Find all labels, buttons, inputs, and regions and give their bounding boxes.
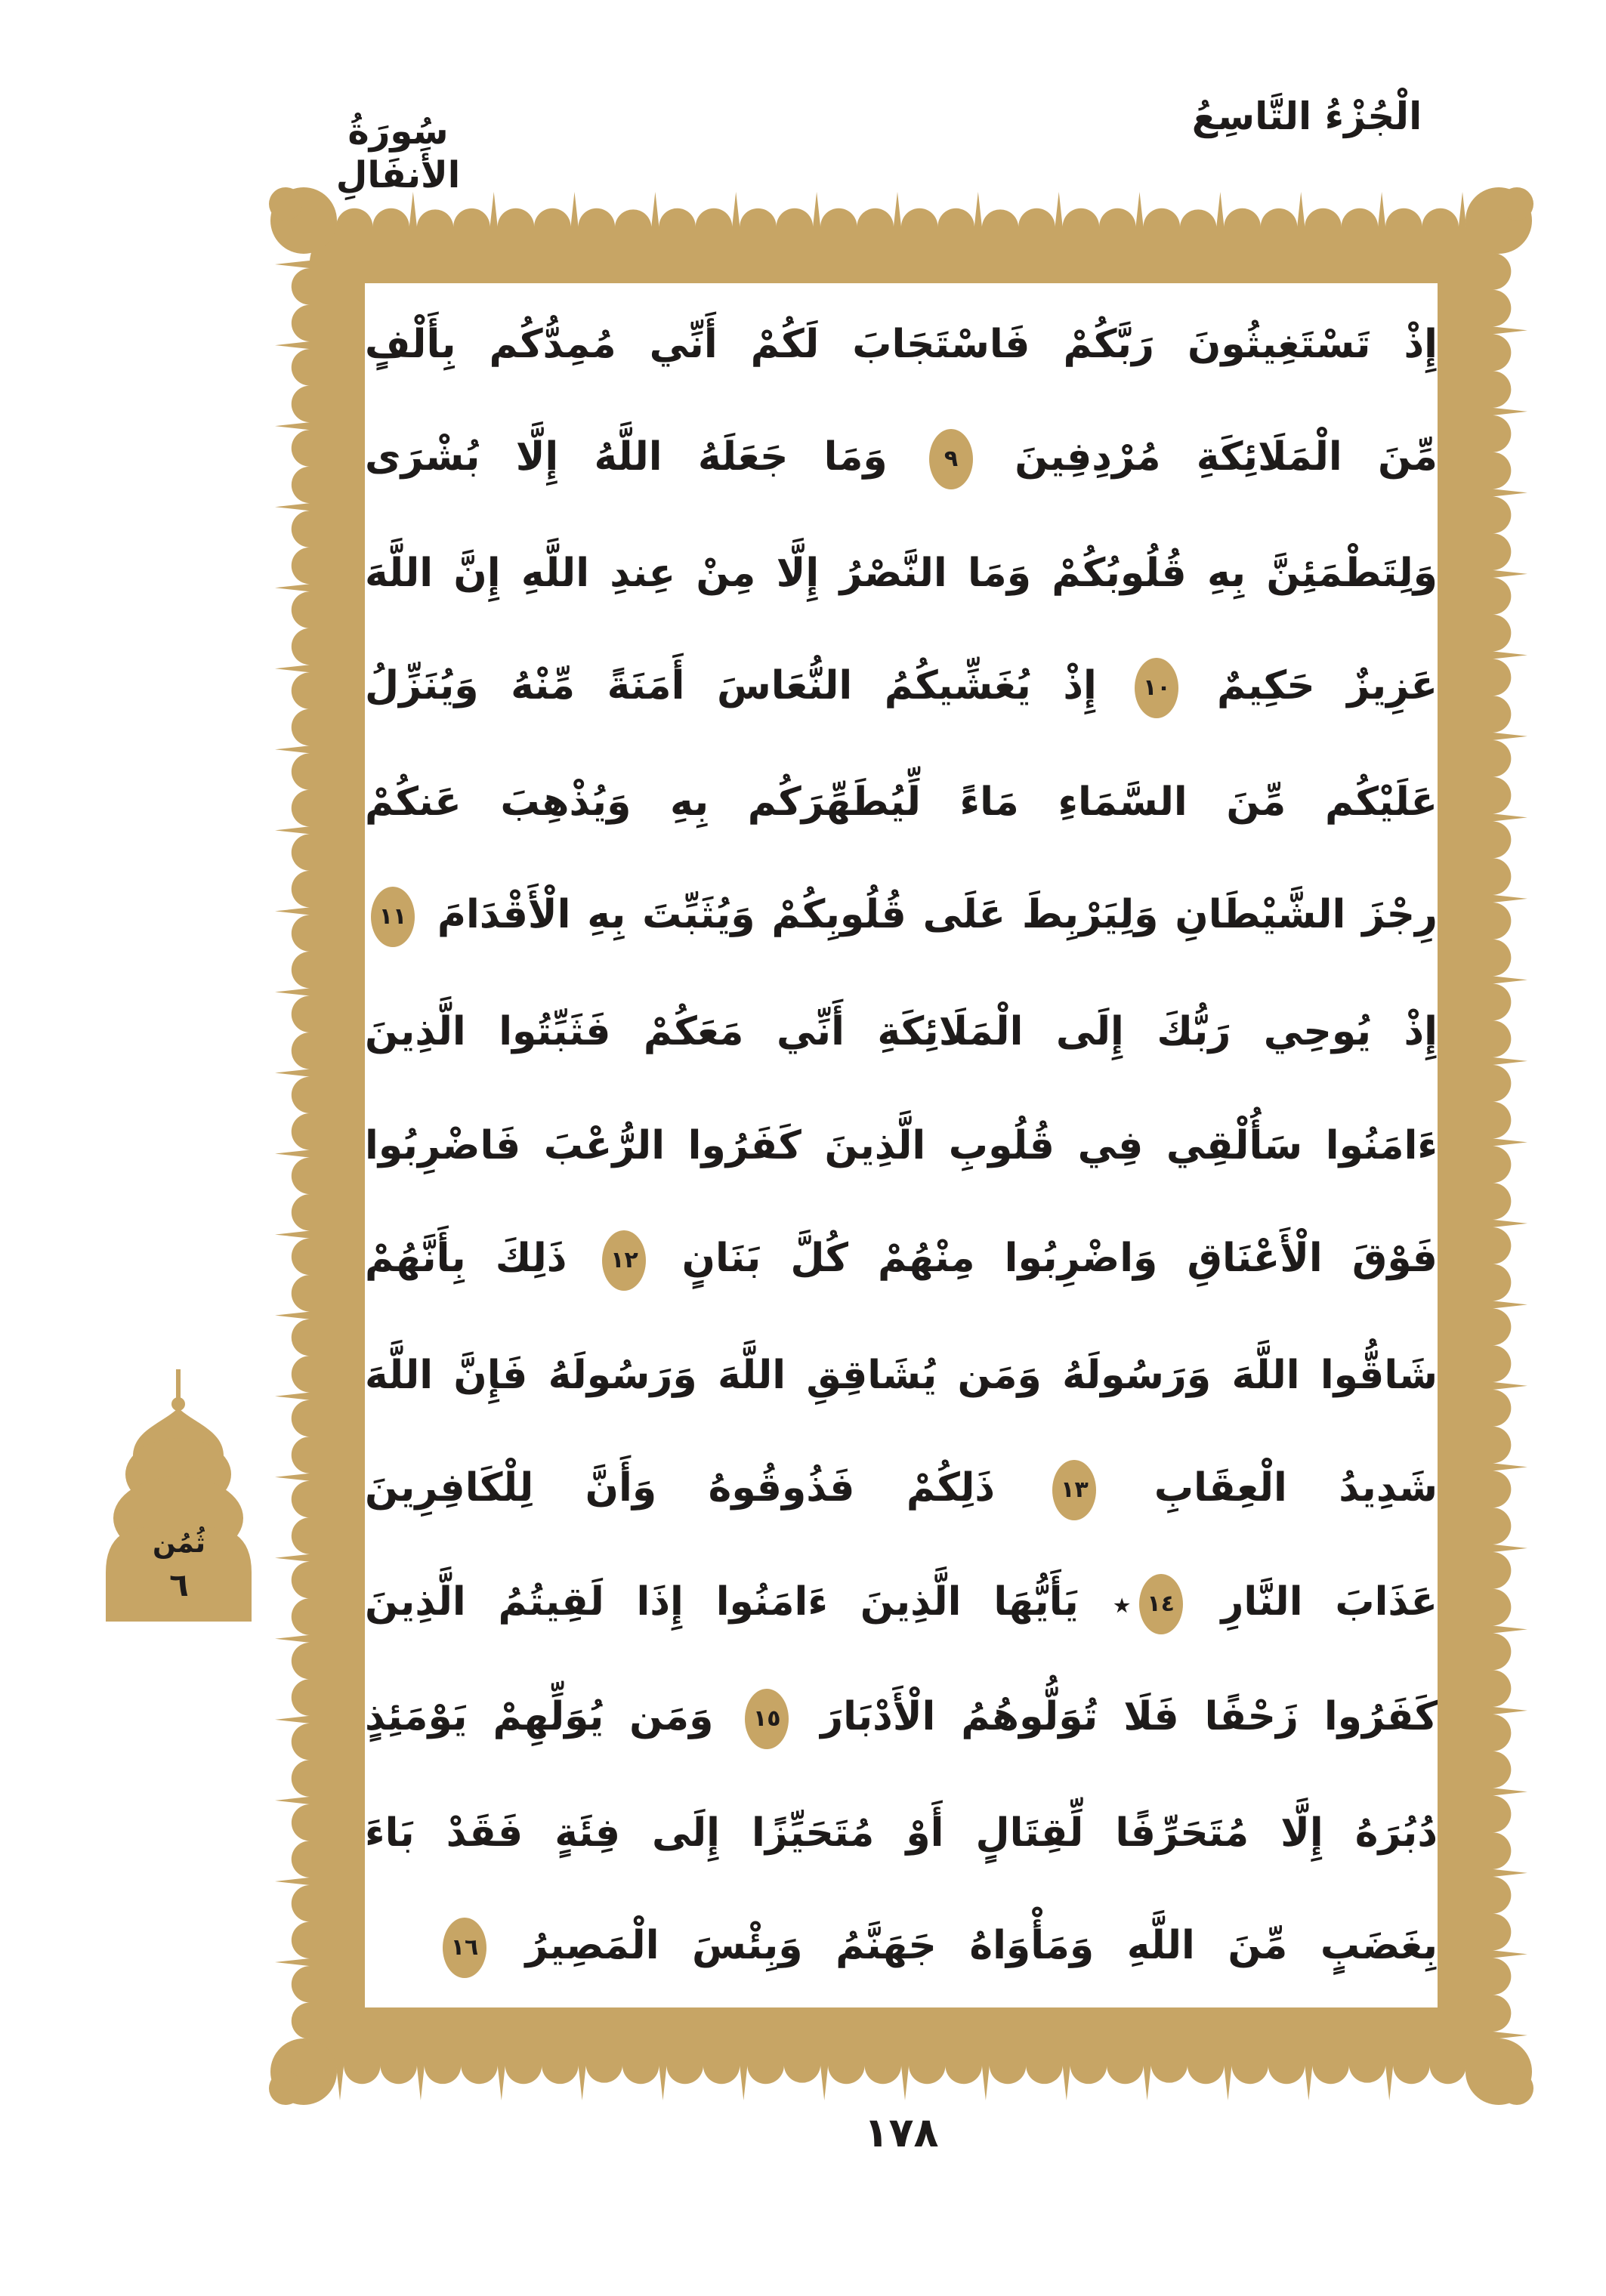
- ayah-line-text: [365, 1574, 1438, 1634]
- ayah-line-text: [365, 1460, 1438, 1520]
- mushaf-line: [365, 974, 1438, 1089]
- ayah-text: عَذَابَ النَّارِ: [1188, 1579, 1438, 1625]
- ayah-text: إِذْ يُغَشِّيكُمُ النُّعَاسَ أَمَنَةً مِّنْهُ وَيُنَزِّلُ: [365, 662, 1129, 708]
- verse-number: ١٣: [1061, 1476, 1089, 1503]
- ayah-text: ذَلِكُمْ فَذُوقُوهُ وَأَنَّ لِلْكَافِرِينَ: [365, 1464, 1047, 1511]
- page-number: ١٧٨: [863, 2109, 939, 2156]
- mushaf-line: [365, 631, 1438, 745]
- ayah-line-text: [365, 1918, 1438, 1978]
- rub-el-hizb-icon: ٭: [1112, 1584, 1132, 1625]
- mushaf-line: [365, 1203, 1438, 1318]
- juz-title: الْجُزْءُ التَّاسِعُ: [1191, 94, 1422, 138]
- ayah-line-text: [365, 887, 1438, 947]
- mushaf-line: [365, 402, 1438, 517]
- thumn-marker-number: ٦: [169, 1566, 189, 1603]
- mushaf-line: [365, 1547, 1438, 1662]
- ayah-line-text: [365, 1005, 1438, 1058]
- ayah-text: كَفَرُوا زَحْفًا فَلَا تُوَلُّوهُمُ الْأَدْبَارَ: [795, 1693, 1438, 1739]
- ayah-text: دُبُرَهُ إِلَّا مُتَحَرِّفًا لِّقِتَالٍ أَوْ مُتَحَيِّزًا إِلَى فِئَةٍ فَقَدْ بَاءَ: [365, 1810, 1438, 1856]
- ayah-text: وَمَا جَعَلَهُ اللَّهُ إِلَّا بُشْرَى: [365, 434, 923, 480]
- ayah-line-text: [365, 1807, 1438, 1859]
- ayah-line-text: [365, 429, 1438, 489]
- ayah-text: وَمَن يُوَلِّهِمْ يَوْمَئِذٍ: [365, 1693, 740, 1739]
- ayah-line-text: [365, 1349, 1438, 1402]
- verse-number: ١٥: [752, 1705, 781, 1732]
- surah-title: سُورَةُ الأَنفَالِ: [335, 110, 461, 196]
- verse-number: ١٠: [1143, 674, 1171, 701]
- mushaf-line: [365, 516, 1438, 631]
- ayah-text: عَلَيْكُم مِّنَ السَّمَاءِ مَاءً لِّيُطَهِّرَكُم بِهِ وَيُذْهِبَ عَنكُمْ: [365, 779, 1438, 826]
- ayah-text: مِّنَ الْمَلَائِكَةِ مُرْدِفِينَ: [978, 434, 1438, 480]
- verse-end-marker-icon: [929, 429, 973, 489]
- mushaf-line: [365, 1662, 1438, 1776]
- mushaf-line: [365, 859, 1438, 974]
- verse-number: ١٤: [1147, 1591, 1175, 1618]
- ayah-text: شَاقُّوا اللَّهَ وَرَسُولَهُ وَمَن يُشَاقِقِ اللَّهَ وَرَسُولَهُ فَإِنَّ اللَّهَ: [365, 1352, 1438, 1398]
- mushaf-line: [365, 1318, 1438, 1433]
- ayah-text: إِذْ تَسْتَغِيثُونَ رَبَّكُمْ فَاسْتَجَابَ لَكُمْ أَنِّي مُمِدُّكُم بِأَلْفٍ: [365, 321, 1438, 367]
- ayah-line-text: [365, 658, 1438, 718]
- ayah-text: وَلِتَطْمَئِنَّ بِهِ قُلُوبُكُمْ وَمَا النَّصْرُ إِلَّا مِنْ عِندِ اللَّهِ إِنَّ اللَّهَ: [365, 551, 1438, 597]
- thumn-marker-label: ثُمُن: [152, 1528, 206, 1559]
- ayah-text: ذَلِكَ بِأَنَّهُمْ: [365, 1236, 597, 1282]
- verse-end-marker-icon: [371, 887, 415, 947]
- ayah-line-text: [365, 1119, 1438, 1172]
- ayah-text: بِغَضَبٍ مِّنَ اللَّهِ وَمَأْوَاهُ جَهَنَّمُ وَبِئْسَ الْمَصِيرُ: [493, 1923, 1438, 1969]
- verse-end-marker-icon: [443, 1918, 486, 1978]
- verse-end-marker-icon: [1135, 658, 1178, 718]
- verse-end-marker-icon: [745, 1689, 789, 1749]
- ayah-text: رِجْزَ الشَّيْطَانِ وَلِيَرْبِطَ عَلَى قُلُوبِكُمْ وَيُثَبِّتَ بِهِ الْأَقْدَامَ: [421, 892, 1438, 938]
- ayah-text: إِذْ يُوحِي رَبُّكَ إِلَى الْمَلَائِكَةِ أَنِّي مَعَكُمْ فَثَبِّتُوا الَّذِينَ: [365, 1008, 1438, 1054]
- ayah-line-text: [365, 1689, 1438, 1749]
- ayah-line-text: [365, 1230, 1438, 1291]
- verse-number: ١١: [378, 903, 407, 930]
- mushaf-line: [365, 1433, 1438, 1548]
- mushaf-line: [365, 1089, 1438, 1204]
- verse-number: ١٦: [450, 1934, 479, 1961]
- ayah-text: فَوْقَ الْأَعْنَاقِ وَاضْرِبُوا مِنْهُمْ كُلَّ بَنَانٍ: [652, 1236, 1438, 1282]
- mushaf-line: [365, 287, 1438, 402]
- mushaf-line: [365, 1890, 1438, 2005]
- mushaf-line: [365, 1776, 1438, 1891]
- verse-end-marker-icon: [602, 1230, 646, 1291]
- ayah-text: عَزِيزٌ حَكِيمٌ: [1184, 662, 1438, 708]
- verse-end-marker-icon: [1052, 1460, 1096, 1520]
- mushaf-line: [365, 745, 1438, 860]
- quran-text-block: [365, 287, 1438, 2005]
- ayah-text: ءَامَنُوا سَأُلْقِي فِي قُلُوبِ الَّذِينَ كَفَرُوا الرُّعْبَ فَاضْرِبُوا: [365, 1123, 1438, 1169]
- ayah-text: شَدِيدُ الْعِقَابِ: [1102, 1464, 1438, 1511]
- verse-end-marker-icon: [1139, 1574, 1183, 1634]
- ayah-line-text: [365, 776, 1438, 829]
- ayah-text: يَأَيُّهَا الَّذِينَ ءَامَنُوا إِذَا لَقِيتُمُ الَّذِينَ: [365, 1579, 1111, 1625]
- verse-number: ١٢: [610, 1247, 638, 1274]
- ayah-line-text: [365, 547, 1438, 600]
- verse-number: ٩: [944, 445, 959, 472]
- ayah-line-text: [365, 318, 1438, 371]
